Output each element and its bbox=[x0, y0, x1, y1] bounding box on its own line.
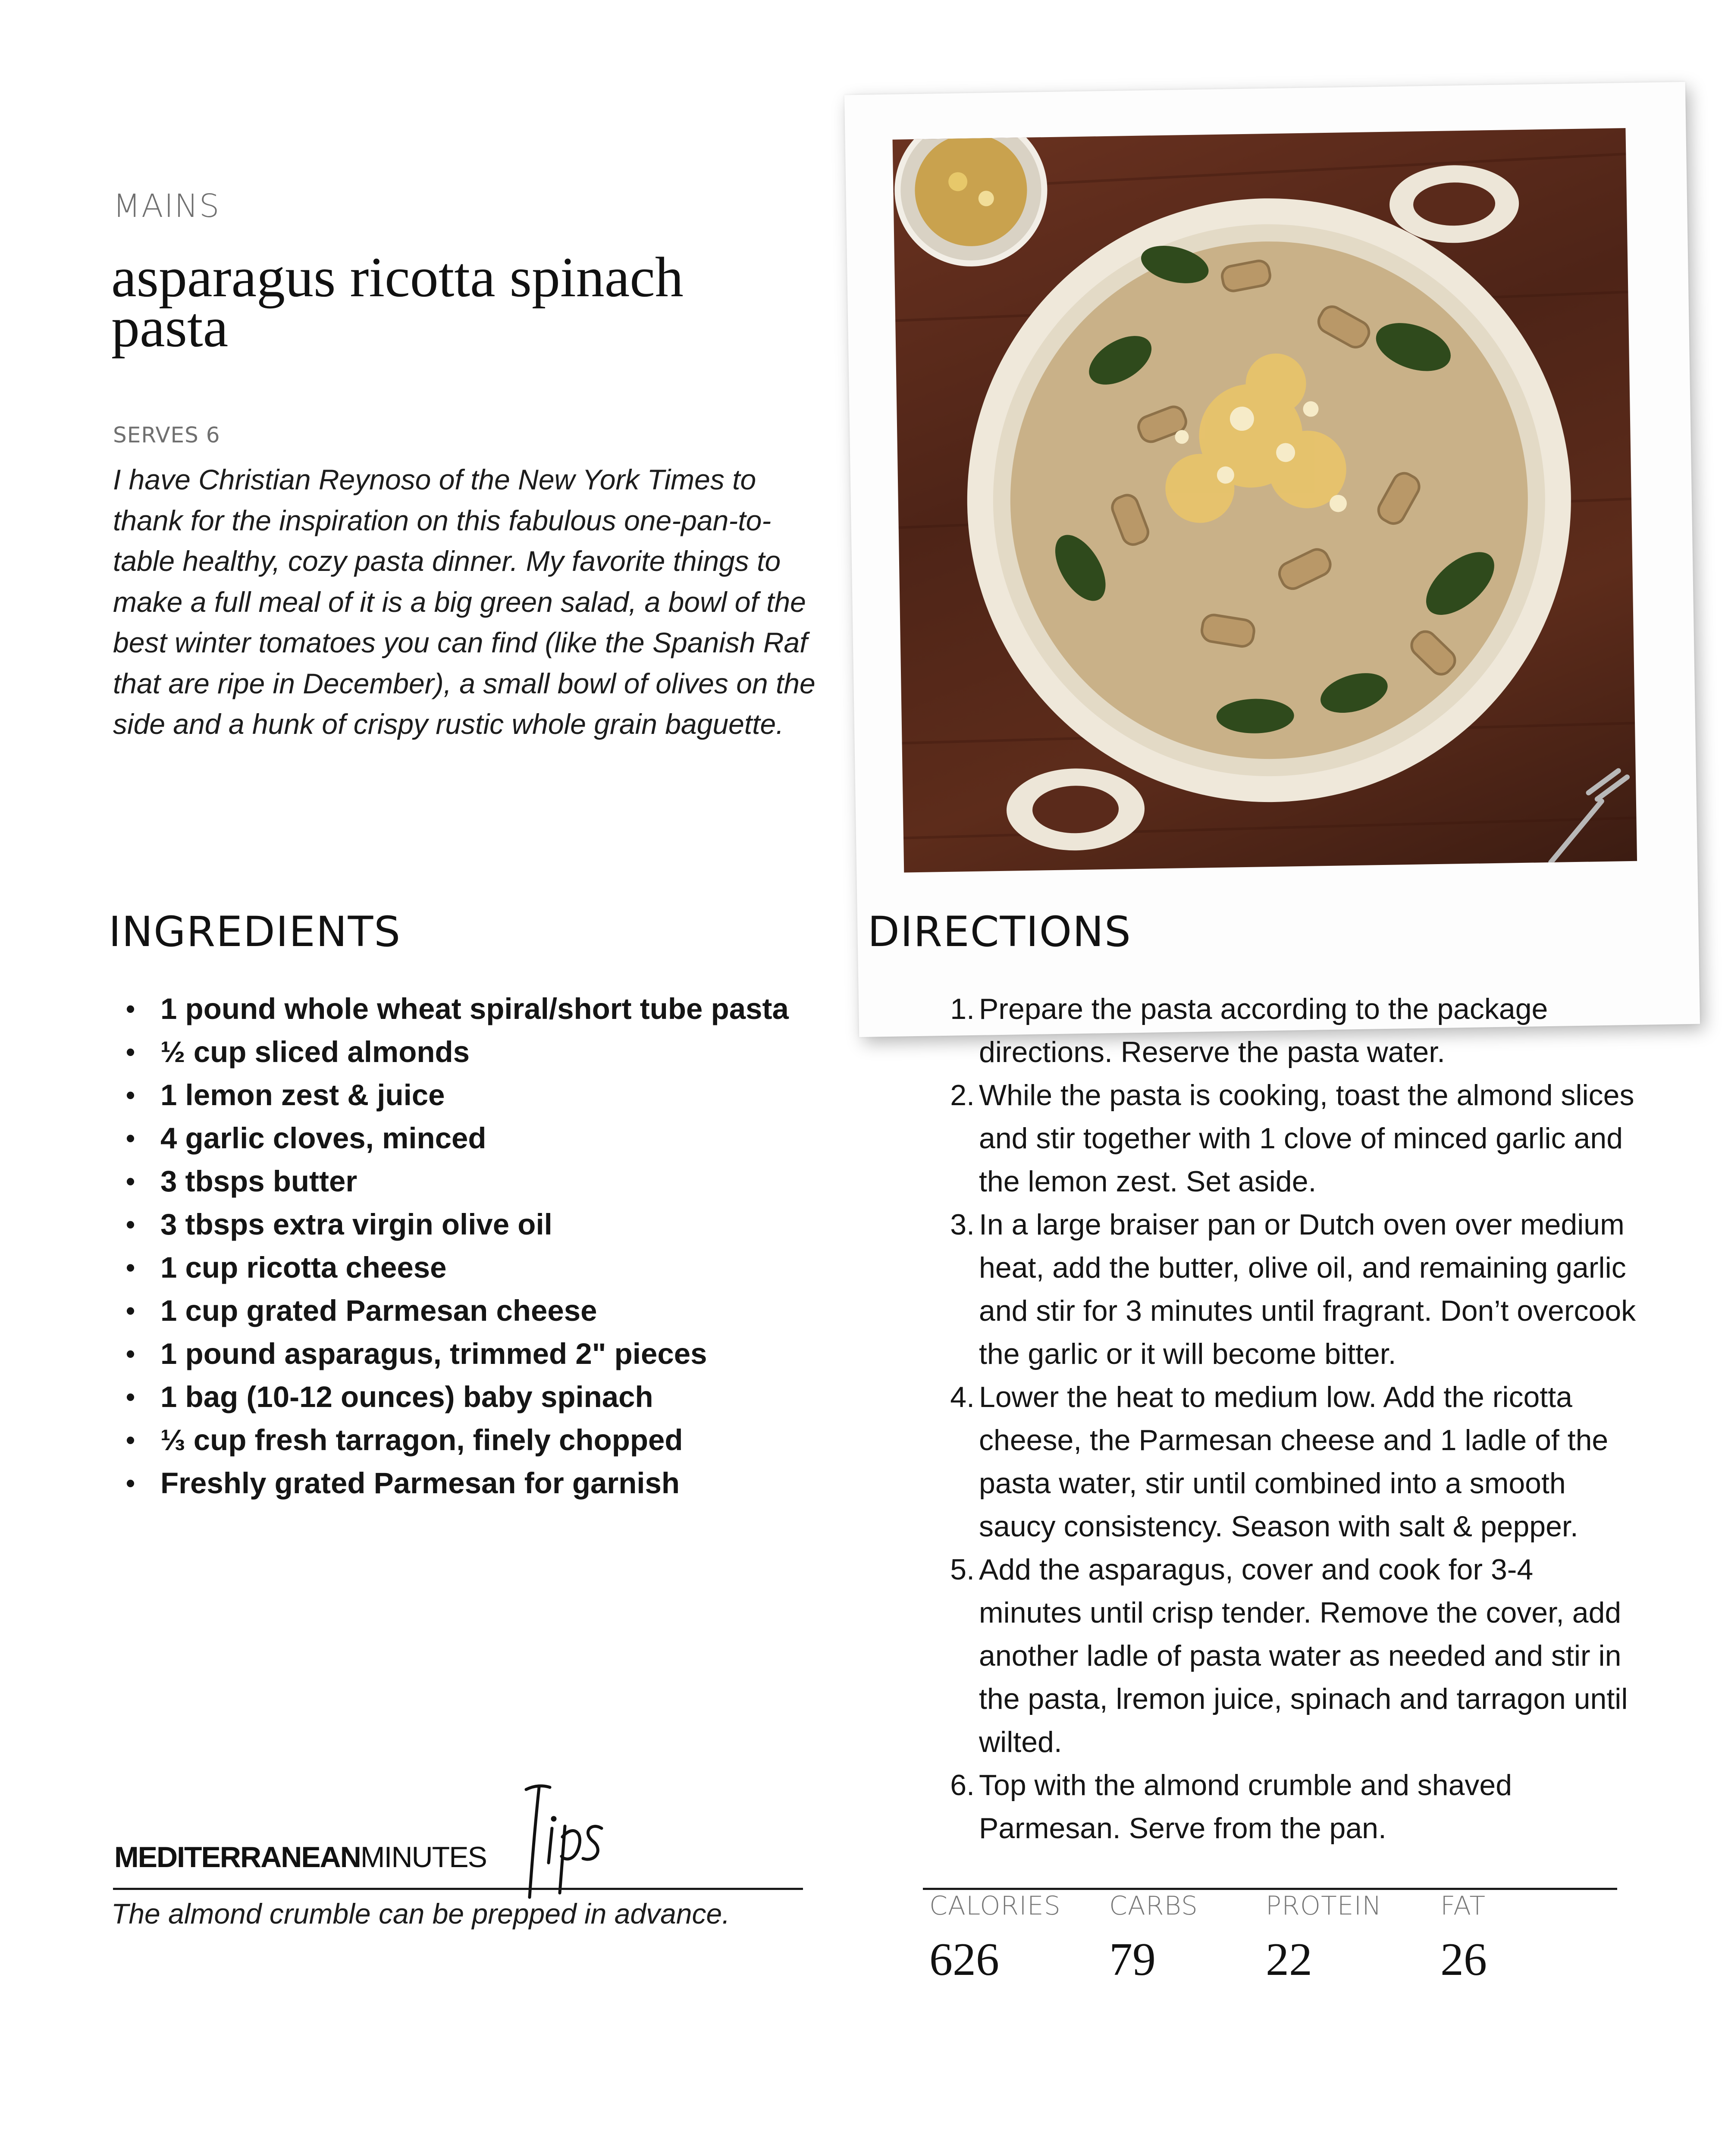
step-number: 4. bbox=[950, 1381, 975, 1413]
nutrition-value: 26 bbox=[1440, 1934, 1487, 1985]
nutrition-value: 22 bbox=[1266, 1934, 1312, 1985]
tips-text: The almond crumble can be prepped in advance. bbox=[111, 1898, 730, 1930]
recipe-intro: I have Christian Reynoso of the New York Times to thank for the inspiration on this fabulous one-pan-to-table healthy, cozy pasta dinner. My favorite things to make a full meal of it is a big green salad, a bowl of the best winter tomatoes you can find (like the Spanish Raf that are ripe in December), a small bowl of olives on the side and a hunk of crispy rustic whole grain baguette. bbox=[113, 464, 815, 740]
ingredient-item: • 1 cup ricotta cheese bbox=[113, 1246, 846, 1289]
pasta-photo-illustration bbox=[893, 128, 1637, 872]
directions-heading: DIRECTIONS bbox=[868, 908, 1132, 956]
bullet-icon: • bbox=[126, 1210, 135, 1239]
nutrition-protein bbox=[1266, 1891, 1382, 1987]
bullet-icon: • bbox=[126, 1426, 135, 1454]
bullet-icon: • bbox=[126, 1037, 135, 1066]
ingredient-item: • 1 bag (10-12 ounces) baby spinach bbox=[113, 1376, 846, 1419]
ingredient-item: • ⅓ cup fresh tarragon, finely chopped bbox=[113, 1419, 846, 1462]
ingredients-heading: INGREDIENTS bbox=[109, 908, 401, 956]
ingredients-list bbox=[113, 987, 846, 1505]
nutrition-divider bbox=[923, 1888, 1617, 1890]
direction-step: 2. While the pasta is cooking, toast the almond slices and stir together with 1 clove of minced garlic and the lemon zest. Set aside. bbox=[932, 1074, 1639, 1203]
nutrition-fat bbox=[1440, 1891, 1487, 1987]
nutrition-label: CALORIES bbox=[929, 1891, 1061, 1921]
direction-step: 6. Top with the almond crumble and shaved Parmesan. Serve from the pan. bbox=[932, 1764, 1639, 1850]
nutrition-label: PROTEIN bbox=[1266, 1891, 1382, 1921]
step-number: 5. bbox=[950, 1553, 975, 1586]
step-number: 1. bbox=[950, 993, 975, 1025]
ingredient-item: • 3 tbsps extra virgin olive oil bbox=[113, 1203, 846, 1246]
bullet-icon: • bbox=[126, 1253, 135, 1282]
ingredient-item: • 1 pound whole wheat spiral/short tube pasta bbox=[113, 987, 846, 1031]
ingredient-item: • 1 lemon zest & juice bbox=[113, 1074, 846, 1117]
nutrition-calories bbox=[929, 1891, 1061, 1987]
ingredient-item: • Freshly grated Parmesan for garnish bbox=[113, 1462, 846, 1505]
pasta-photo bbox=[893, 128, 1637, 872]
serves-label: SERVES 6 bbox=[113, 423, 220, 448]
bullet-icon: • bbox=[126, 1469, 135, 1498]
ingredient-item: • 1 pound asparagus, trimmed 2" pieces bbox=[113, 1332, 846, 1376]
step-number: 6. bbox=[950, 1769, 975, 1802]
recipe-title: asparagus ricotta spinach pasta bbox=[111, 245, 684, 359]
ingredient-item: • ½ cup sliced almonds bbox=[113, 1031, 846, 1074]
tips-divider bbox=[113, 1888, 803, 1890]
bullet-icon: • bbox=[126, 1124, 135, 1153]
bullet-icon: • bbox=[126, 1339, 135, 1368]
nutrition-value: 626 bbox=[929, 1934, 999, 1985]
brand-logo: MEDITERRANEANMINUTES bbox=[114, 1841, 486, 1874]
bullet-icon: • bbox=[126, 994, 135, 1023]
bullet-icon: • bbox=[126, 1382, 135, 1411]
step-number: 3. bbox=[950, 1208, 975, 1241]
tips-script-logo bbox=[509, 1781, 612, 1902]
nutrition-carbs bbox=[1109, 1891, 1198, 1987]
nutrition-label: FAT bbox=[1440, 1891, 1486, 1921]
photo-frame bbox=[844, 82, 1700, 1037]
bullet-icon: • bbox=[126, 1081, 135, 1109]
directions-list bbox=[932, 987, 1639, 1850]
ingredient-item: • 3 tbsps butter bbox=[113, 1160, 846, 1203]
ingredient-item: • 4 garlic cloves, minced bbox=[113, 1117, 846, 1160]
bullet-icon: • bbox=[126, 1296, 135, 1325]
nutrition-value: 79 bbox=[1109, 1934, 1156, 1985]
direction-step: 5. Add the asparagus, cover and cook for 3-4 minutes until crisp tender. Remove the cover, add another ladle of pasta water as needed and stir in the pasta, lremon juice, spinach and tarragon until wilted. bbox=[932, 1548, 1639, 1764]
bullet-icon: • bbox=[126, 1167, 135, 1196]
step-number: 2. bbox=[950, 1079, 975, 1112]
direction-step: 4. Lower the heat to medium low. Add the ricotta cheese, the Parmesan cheese and 1 ladle of the pasta water, stir until combined into a smooth saucy consistency. Season with salt & pepper. bbox=[932, 1376, 1639, 1548]
direction-step: 3. In a large braiser pan or Dutch oven over medium heat, add the butter, olive oil, and remaining garlic and stir for 3 minutes until fragrant. Don’t overcook the garlic or it will become bitter. bbox=[932, 1203, 1639, 1376]
direction-step: 1. Prepare the pasta according to the package directions. Reserve the pasta water. bbox=[932, 987, 1639, 1074]
category-label: MAINS bbox=[113, 188, 220, 225]
nutrition-label: CARBS bbox=[1109, 1891, 1198, 1921]
ingredient-item: • 1 cup grated Parmesan cheese bbox=[113, 1289, 846, 1332]
